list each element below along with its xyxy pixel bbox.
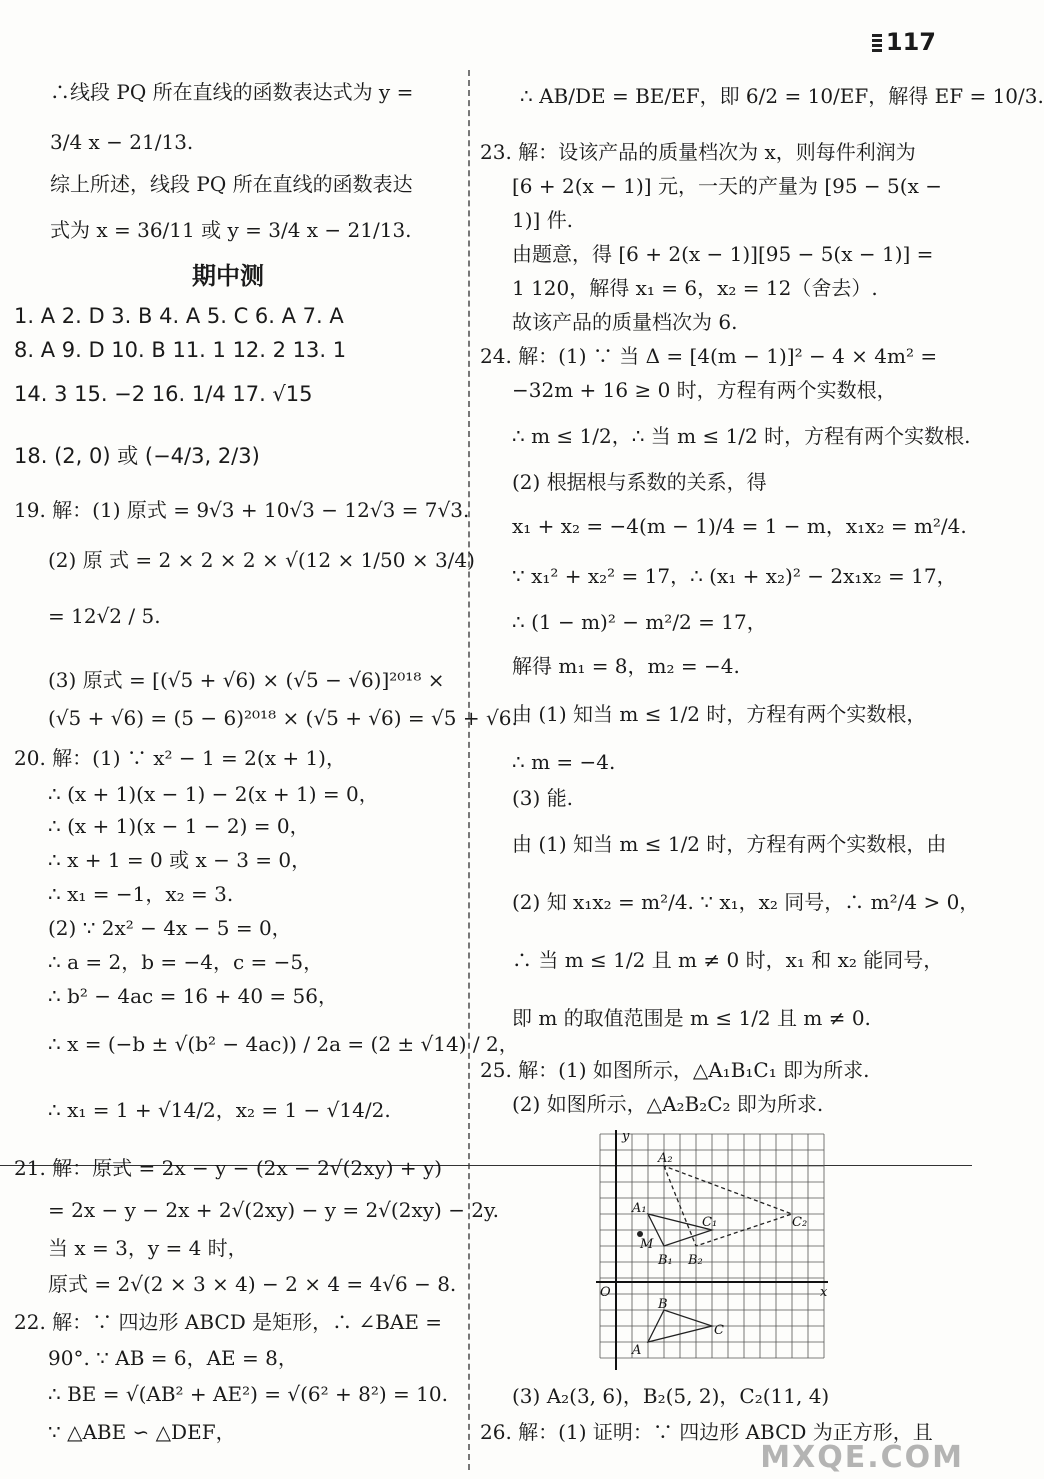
text-line: ∴ (x + 1)(x − 1) − 2(x + 1) = 0，	[48, 782, 379, 806]
text-line: [6 + 2(x − 1)] 元，一天的产量为 [95 − 5(x −	[512, 174, 942, 198]
text-line: 1)] 件.	[512, 208, 574, 232]
text-line: 故该产品的质量档次为 6.	[512, 310, 738, 334]
label-b2: B₂	[688, 1253, 703, 1268]
text-line: ∴ x = (−b ± √(b² − 4ac)) / 2a = (2 ± √14) / 2，	[48, 1032, 519, 1056]
answer-row: 14. 3 15. −2 16. 1/4 17. √15	[14, 382, 313, 406]
label-b: B	[658, 1297, 668, 1312]
text-line: = 2x − y − 2x + 2√(2xy) − y = 2√(2xy) − 2y.	[48, 1198, 500, 1222]
text-line: ∴ x + 1 = 0 或 x − 3 = 0，	[48, 848, 312, 872]
text-line: ∴ x₁ = −1，x₂ = 3.	[48, 882, 234, 906]
text-line: 由题意，得 [6 + 2(x − 1)][95 − 5(x − 1)] =	[512, 242, 934, 266]
text-line: 22. 解：∵ 四边形 ABCD 是矩形，∴ ∠BAE =	[14, 1310, 443, 1334]
label-c: C	[714, 1323, 724, 1338]
text-line: 19. 解：(1) 原式 = 9√3 + 10√3 − 12√3 = 7√3.	[14, 498, 470, 522]
text-line: −32m + 16 ≥ 0 时，方程有两个实数根，	[512, 378, 897, 402]
text-line: ∴ m = −4.	[512, 750, 616, 774]
label-c1: C₁	[702, 1215, 718, 1230]
label-c2: C₂	[792, 1215, 808, 1230]
answer-row: 1. A 2. D 3. B 4. A 5. C 6. A 7. A	[14, 304, 344, 328]
text-line: 解得 m₁ = 8，m₂ = −4.	[512, 654, 740, 678]
text-line: (2) ∵ 2x² − 4x − 5 = 0，	[48, 916, 292, 940]
text-line: (3) 能.	[512, 786, 574, 810]
text-line: 25. 解：(1) 如图所示，△A₁B₁C₁ 即为所求.	[480, 1058, 870, 1082]
text-line: ∴ BE = √(AB² + AE²) = √(6² + 8²) = 10.	[48, 1382, 448, 1406]
y-axis-label: y	[622, 1129, 630, 1144]
text-line: 式为 x = 36/11 或 y = 3/4 x − 21/13.	[50, 218, 412, 242]
page-number: 117	[872, 28, 936, 56]
label-m: M	[640, 1237, 654, 1252]
text-line: 20. 解：(1) ∵ x² − 1 = 2(x + 1)，	[14, 746, 346, 770]
text-line: ∴线段 PQ 所在直线的函数表达式为 y =	[50, 80, 414, 104]
text-line: ∴ b² − 4ac = 16 + 40 = 56，	[48, 984, 338, 1008]
text-line: = 12√2 / 5.	[48, 604, 161, 628]
text-line: 即 m 的取值范围是 m ≤ 1/2 且 m ≠ 0.	[512, 1006, 871, 1030]
text-line: (3) A₂(3, 6)，B₂(5, 2)，C₂(11, 4)	[512, 1384, 830, 1408]
text-line: 当 x = 3，y = 4 时，	[48, 1236, 248, 1260]
text-line: 24. 解：(1) ∵ 当 Δ = [4(m − 1)]² − 4 × 4m² =	[480, 344, 938, 368]
text-line: 26. 解：(1) 证明：∵ 四边形 ABCD 为正方形，且	[480, 1420, 933, 1444]
text-line: (2) 原 式 = 2 × 2 × 2 × √(12 × 1/50 × 3/4)	[48, 548, 475, 572]
text-line: x₁ + x₂ = −4(m − 1)/4 = 1 − m，x₁x₂ = m²/4.	[512, 514, 967, 538]
label-a1: A₁	[632, 1201, 647, 1216]
text-line: 由 (1) 知当 m ≤ 1/2 时，方程有两个实数根，由	[512, 832, 947, 856]
text-line: 原式 = 2√(2 × 3 × 4) − 2 × 4 = 4√6 − 8.	[48, 1272, 457, 1296]
text-line: (2) 知 x₁x₂ = m²/4. ∵ x₁，x₂ 同号，∴ m²/4 > 0，	[512, 890, 980, 914]
text-line: ∴ x₁ = 1 + √14/2，x₂ = 1 − √14/2.	[48, 1098, 391, 1122]
label-a2: A₂	[658, 1151, 673, 1166]
text-line: ∴ a = 2，b = −4，c = −5，	[48, 950, 324, 974]
text-line: (√5 + √6) = (5 − 6)²⁰¹⁸ × (√5 + √6) = √5 + √6.	[48, 706, 518, 730]
text-line: 1 120，解得 x₁ = 6，x₂ = 12（舍去）.	[512, 276, 878, 300]
answer-row: 8. A 9. D 10. B 11. 1 12. 2 13. 1	[14, 338, 347, 362]
text-line: ∵ x₁² + x₂² = 17，∴ (x₁ + x₂)² − 2x₁x₂ = 17，	[512, 564, 957, 588]
watermark: MXQE.COM	[760, 1440, 964, 1475]
section-title: 期中测	[192, 262, 264, 290]
text-line: 综上所述，线段 PQ 所在直线的函数表达	[50, 172, 413, 196]
text-line: (2) 根据根与系数的关系，得	[512, 470, 767, 494]
label-b1: B₁	[658, 1253, 673, 1268]
coordinate-grid-figure	[596, 1130, 828, 1370]
text-line: 23. 解：设该产品的质量档次为 x，则每件利润为	[480, 140, 916, 164]
text-line: (2) 如图所示，△A₂B₂C₂ 即为所求.	[512, 1092, 824, 1116]
text-line: 90°. ∵ AB = 6，AE = 8，	[48, 1346, 298, 1370]
text-line: (3) 原式 = [(√5 + √6) × (√5 − √6)]²⁰¹⁸ ×	[48, 668, 445, 692]
text-line: 由 (1) 知当 m ≤ 1/2 时，方程有两个实数根，	[512, 702, 927, 726]
text-line: 21. 解：原式 = 2x − y − (2x − 2√(2xy) + y)	[14, 1156, 443, 1180]
text-line: ∵ △ABE ∽ △DEF，	[48, 1420, 236, 1444]
text-line: 3/4 x − 21/13.	[50, 130, 194, 154]
x-axis-label: x	[820, 1285, 828, 1300]
origin-label: O	[600, 1285, 611, 1300]
answer-row: 18. (2, 0) 或 (−4/3, 2/3)	[14, 444, 260, 468]
column-divider	[468, 70, 470, 1470]
text-line: ∴ (1 − m)² − m²/2 = 17，	[512, 610, 767, 634]
text-line: ∴ 当 m ≤ 1/2 且 m ≠ 0 时，x₁ 和 x₂ 能同号，	[512, 948, 944, 972]
text-line: ∴ m ≤ 1/2，∴ 当 m ≤ 1/2 时，方程有两个实数根.	[512, 424, 971, 448]
label-a: A	[632, 1343, 642, 1358]
text-line: ∴ AB/DE = BE/EF，即 6/2 = 10/EF，解得 EF = 10/3.	[520, 84, 1044, 108]
text-line: ∴ (x + 1)(x − 1 − 2) = 0，	[48, 814, 310, 838]
